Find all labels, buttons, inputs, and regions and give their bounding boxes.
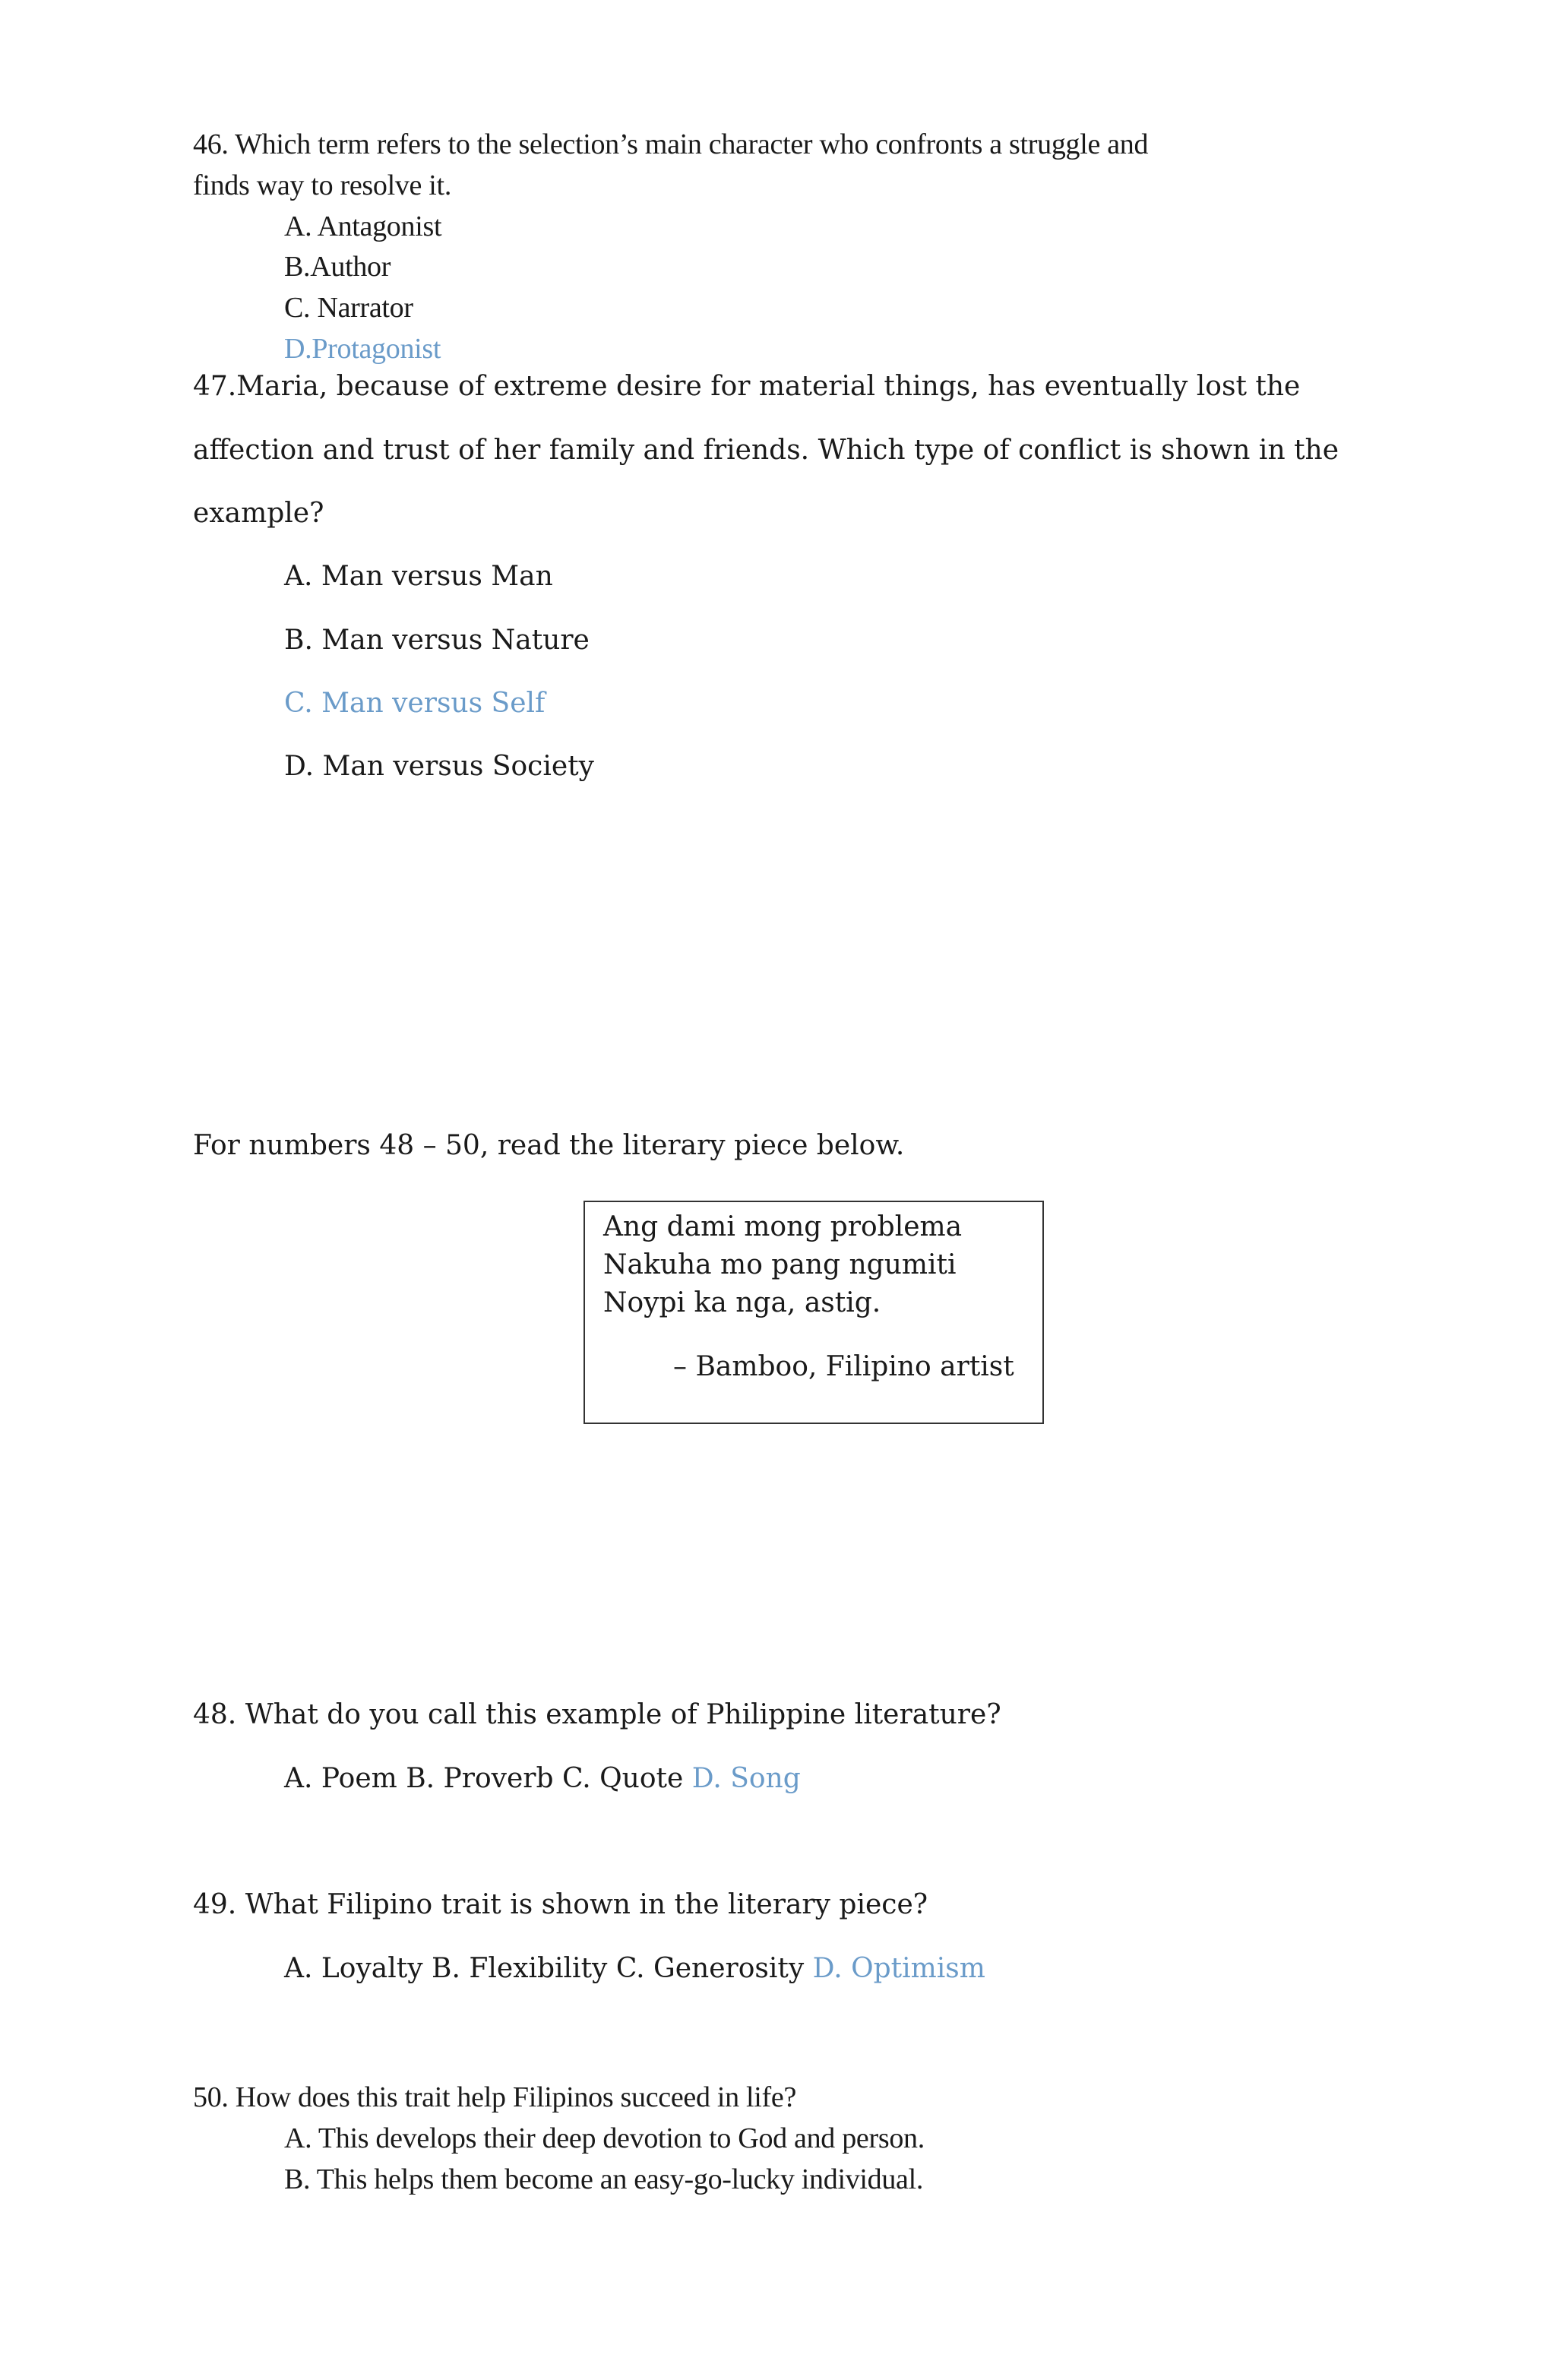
q46-stem-line1: 46. Which term refers to the selection’s main character who confronts a struggle and: [193, 128, 1149, 160]
q49-options-plain: A. Loyalty B. Flexibility C. Generosity: [284, 1953, 813, 1984]
quote-attribution: – Bamboo, Filipino artist: [673, 1351, 1014, 1382]
q49-stem: 49. What Filipino trait is shown in the literary piece?: [193, 1889, 928, 1920]
q47-stem-line1: 47.Maria, because of extreme desire for material things, has eventually lost the: [193, 371, 1301, 402]
quote-line-2: Nakuha mo pang ngumiti: [603, 1249, 957, 1280]
q50-option-b: B. This helps them become an easy-go-lucky individual.: [284, 2163, 924, 2195]
q46-option-d-answer: D.Protagonist: [284, 333, 441, 365]
q48-answer: D. Song: [691, 1763, 801, 1794]
q48-options-plain: A. Poem B. Proverb C. Quote: [284, 1763, 692, 1794]
q50-stem: 50. How does this trait help Filipinos succeed in life?: [193, 2081, 797, 2113]
q50-option-a: A. This develops their deep devotion to God and person.: [284, 2122, 925, 2154]
q49-answer: D. Optimism: [812, 1953, 985, 1984]
q49-options: [284, 1953, 985, 1984]
instruction-text: For numbers 48 – 50, read the literary piece below.: [193, 1130, 905, 1161]
q47-stem-line2: affection and trust of her family and friends. Which type of conflict is shown in the: [193, 435, 1339, 466]
quote-line-1: Ang dami mong problema: [603, 1211, 963, 1242]
q47-option-a: A. Man versus Man: [284, 561, 553, 592]
quote-line-3: Noypi ka nga, astig.: [603, 1287, 881, 1318]
q47-stem-line3: example?: [193, 498, 324, 529]
q48-options: [284, 1763, 801, 1794]
q47-option-c-answer: C. Man versus Self: [284, 688, 546, 719]
q46-option-a: A. Antagonist: [284, 210, 442, 242]
q46-stem-line2: finds way to resolve it.: [193, 169, 452, 201]
q47-option-b: B. Man versus Nature: [284, 625, 590, 656]
literary-piece-box: [584, 1201, 1044, 1424]
q47-option-d: D. Man versus Society: [284, 751, 594, 782]
q46-option-c: C. Narrator: [284, 292, 413, 324]
q46-option-b: B.Author: [284, 251, 391, 283]
q48-stem: 48. What do you call this example of Philippine literature?: [193, 1699, 1001, 1730]
